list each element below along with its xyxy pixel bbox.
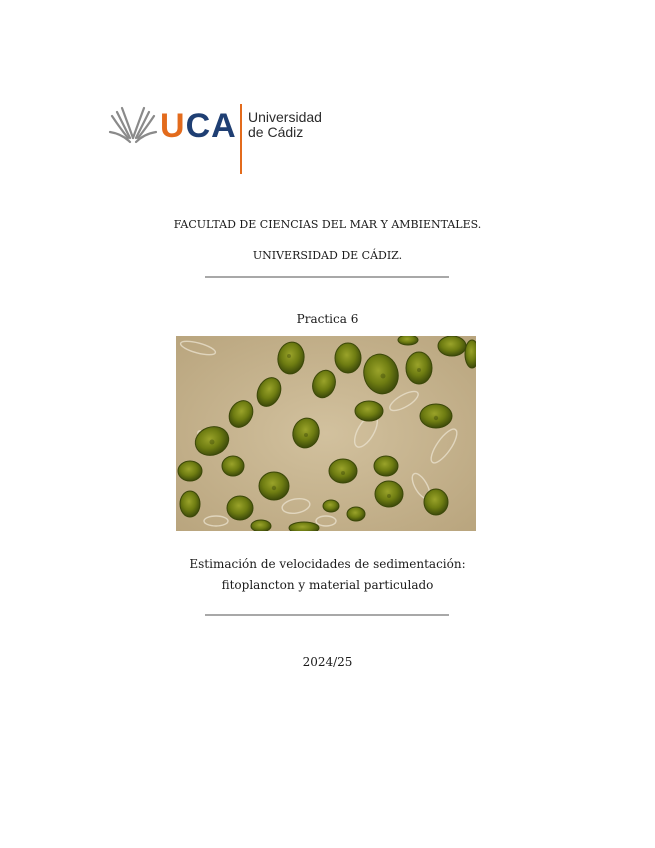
university-name-line2: de Cádiz [248, 124, 304, 140]
university-name-line1: Universidad [248, 109, 322, 125]
faculty-heading: FACULTAD DE CIENCIAS DEL MAR Y AMBIENTALES. [173, 218, 482, 231]
uca-acronym [160, 106, 237, 146]
phytoplankton-micrograph [176, 336, 476, 531]
academic-year: 2024/25 [302, 655, 353, 669]
uca-acronym-u: U [160, 107, 186, 145]
uca-acronym-ca: CA [185, 107, 237, 145]
title-line-2: fitoplancton y material particulado [221, 578, 434, 592]
university-heading: UNIVERSIDAD DE CÁDIZ. [252, 249, 403, 262]
practice-number: Practica 6 [296, 312, 359, 326]
micrograph-image [176, 336, 476, 531]
top-rule [205, 276, 449, 278]
uca-emblem-icon [108, 102, 158, 144]
university-name [248, 110, 322, 140]
uca-logo [108, 100, 348, 178]
bottom-rule [205, 614, 449, 616]
title-line-1: Estimación de velocidades de sedimentación: [189, 557, 466, 571]
logo-divider [240, 104, 242, 174]
